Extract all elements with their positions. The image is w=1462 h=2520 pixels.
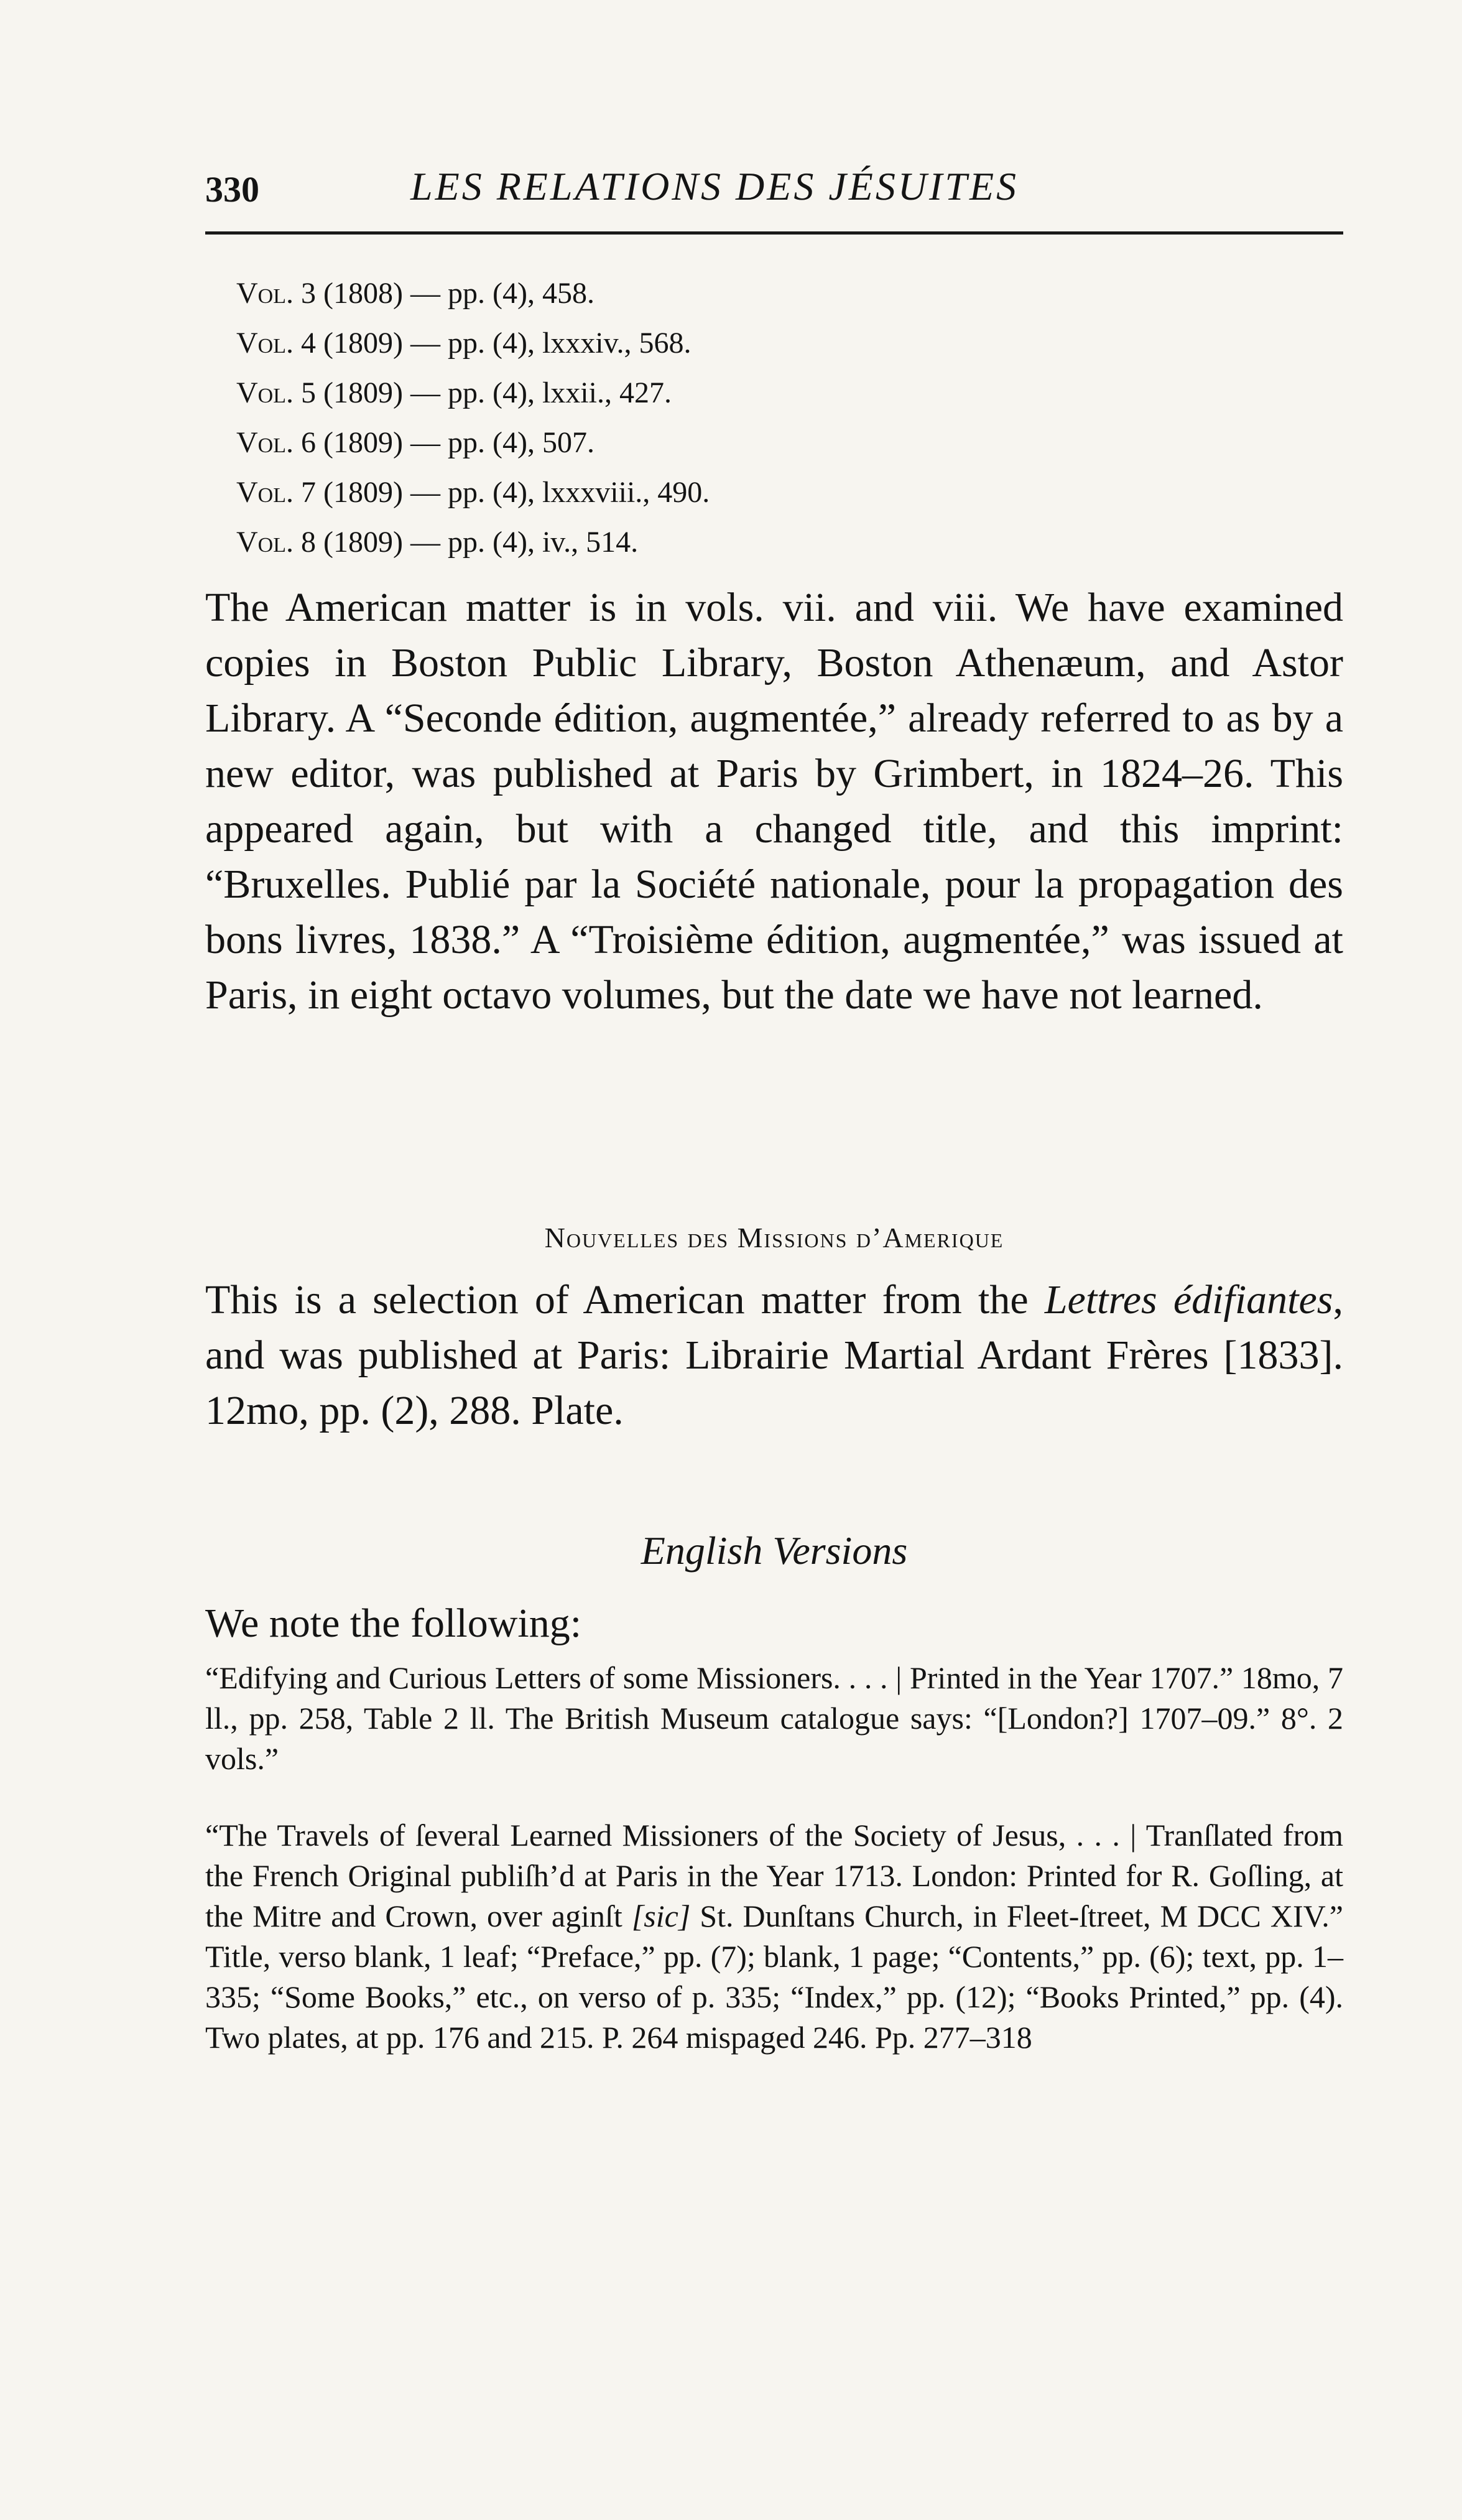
volume-details: 8 (1809) — pp. (4), iv., 514. [294,526,639,559]
selection-paragraph [205,1272,1343,1438]
volume-label: Vol. [236,426,294,459]
volume-line [236,269,1169,318]
sic-note: [sic] [631,1899,691,1933]
book-page [205,0,1343,2520]
volume-label: Vol. [236,376,294,409]
header-rule [205,231,1343,235]
volume-details: 4 (1809) — pp. (4), lxxxiv., 568. [294,327,692,360]
note-following-paragraph: We note the following: [205,1601,582,1646]
volume-line [236,318,1169,368]
volume-label: Vol. [236,476,294,509]
travels-citation-start: “The Travels of ſeveral Learned Missioners of the Society of Jesus, . . . | Tranſlated from the French Original publiſh’d at Paris in the Year 1713. London: Printed for R. Goſling, at the Mitre and Crown, over aginſt [205,1818,1343,1933]
volume-details: 6 (1809) — pp. (4), 507. [294,426,595,459]
selection-text-start: This is a selection of American matter from the [205,1277,1045,1323]
english-versions-heading: English Versions [641,1528,908,1573]
volume-label: Vol. [236,327,294,360]
volume-details: 5 (1809) — pp. (4), lxxii., 427. [294,376,672,409]
nouvelles-missions-heading: Nouvelles des Missions d’Amerique [544,1222,1004,1253]
edifying-letters-citation: “Edifying and Curious Letters of some Missioners. . . . | Printed in the Year 1707.” 18mo, 7 ll., pp. 258, Table 2 ll. The British Museum catalogue says: “[London?] 1707–09.” 8°. 2 vols.” [205,1660,1343,1776]
lettres-edifiantes-title: Lettres édifiantes [1044,1277,1333,1323]
travels-citation-end: St. Dunſtans Church, in Fleet-ſtreet, M DCC XIV.” Title, verso blank, 1 leaf; “Preface,” pp. (7); blank, 1 page; “Contents,” pp. (6); text, pp. 1–335; “Some Books,” etc., on verso of p. 335; “Index,” pp. (12); “Books Printed,” pp. (4). Two plates, at pp. 176 and 215. P. 264 mispaged 246. Pp. 277–318 [205,1899,1343,2055]
volume-list [236,269,1169,567]
page-number: 330 [205,169,259,210]
volume-line [236,518,1169,567]
volume-line [236,368,1169,418]
volume-details: 7 (1809) — pp. (4), lxxxviii., 490. [294,476,710,509]
volume-line [236,468,1169,518]
volume-details: 3 (1808) — pp. (4), 458. [294,277,595,310]
running-title: LES RELATIONS DES JÉSUITES [410,164,1019,208]
running-head [205,159,1343,215]
travels-missioners-citation [205,1815,1343,2058]
volume-line [236,418,1169,468]
volume-label: Vol. [236,277,294,310]
selection-text-end: , and was published at Paris: Librairie Martial Ardant Frères [1833]. 12mo, pp. (2), 288. Plate. [205,1277,1343,1433]
american-matter-paragraph: The American matter is in vols. vii. and viii. We have examined copies in Boston Public Library, Boston Athenæum, and Astor Library. A “Seconde édition, augmentée,” already referred to as by a new editor, was published at Paris by Grimbert, in 1824–26. This appeared again, but with a changed title, and this imprint: “Bruxelles. Publié par la Société nationale, pour la propagation des bons livres, 1838.” A “Troisième édition, augmentée,” was issued at Paris, in eight octavo volumes, but the date we have not learned. [205,585,1343,1018]
volume-label: Vol. [236,526,294,559]
